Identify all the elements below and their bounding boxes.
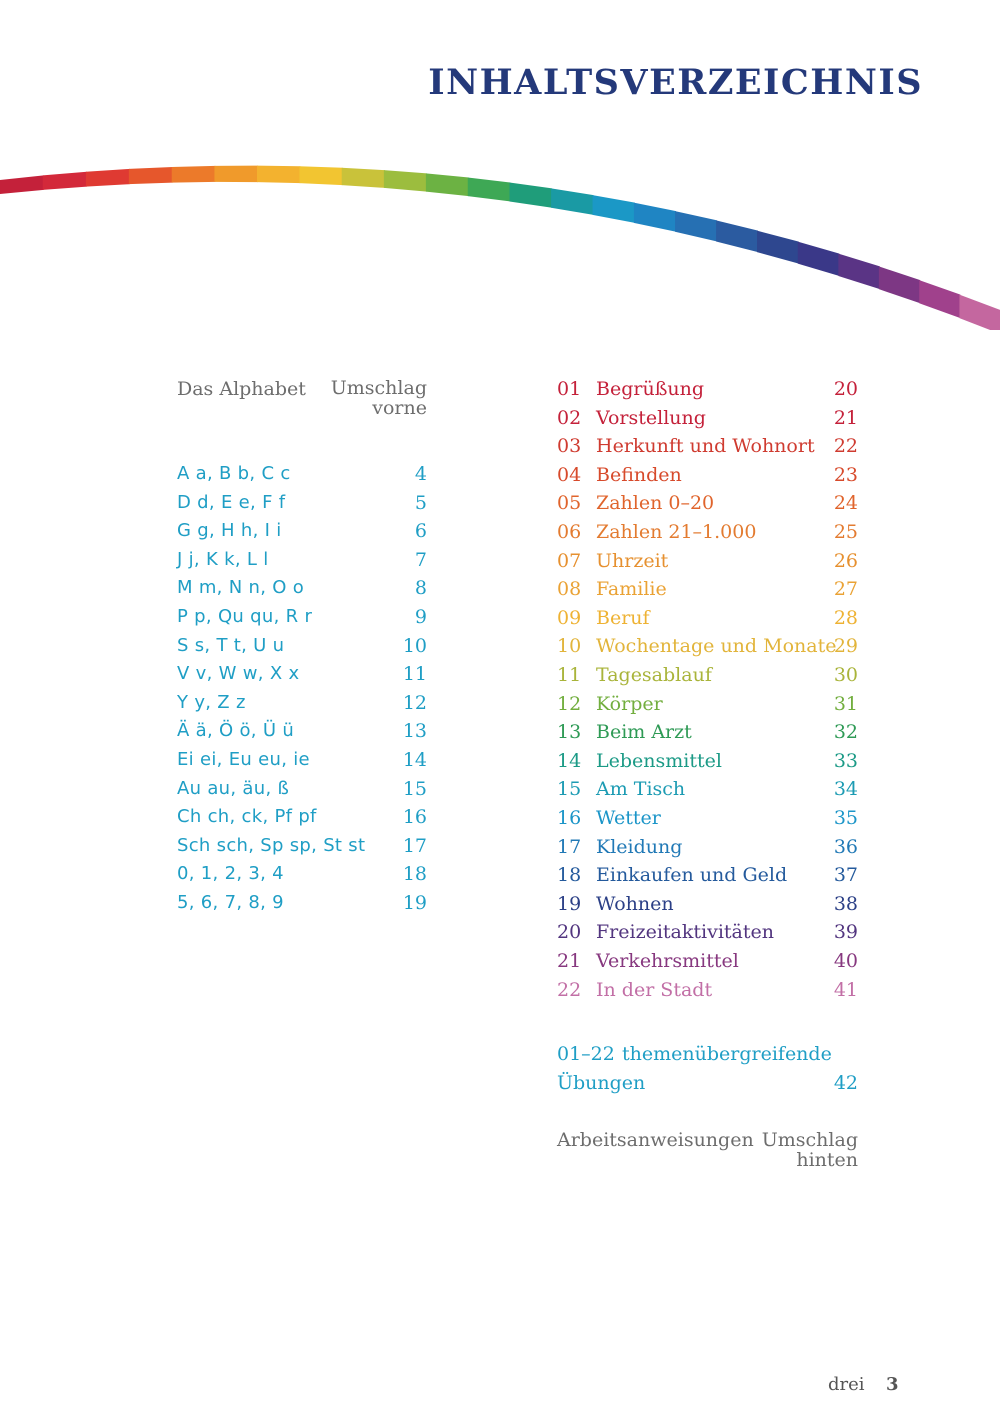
alphabet-entry-label: A a, B b, C c <box>177 463 291 484</box>
chapter-title: Wochentage und Monate <box>596 635 837 657</box>
rainbow-segment <box>634 203 676 232</box>
chapter-title: Am Tisch <box>596 778 686 800</box>
alphabet-entry-label: Ch ch, ck, Pf pf <box>177 806 317 827</box>
chapter-number: 08 <box>557 578 582 600</box>
alphabet-entry-label: D d, E e, F f <box>177 492 286 513</box>
chapter-page: 36 <box>833 836 858 858</box>
chapter-number: 16 <box>557 807 582 829</box>
chapter-title: Verkehrsmittel <box>596 950 739 972</box>
rainbow-segment <box>757 231 799 264</box>
overview-title-line1: themenübergreifende <box>622 1043 832 1065</box>
rainbow-segment <box>468 178 511 202</box>
alphabet-entry-page: 6 <box>414 520 427 542</box>
alphabet-intro-label: Das Alphabet <box>177 378 306 400</box>
rainbow-segment <box>257 166 300 184</box>
alphabet-entry-page: 5 <box>414 492 427 514</box>
alphabet-entry-page: 19 <box>402 892 427 914</box>
rainbow-segment <box>426 173 469 196</box>
alphabet-entry-label: Au au, äu, ß <box>177 778 290 799</box>
chapter-title: Kleidung <box>596 836 683 858</box>
chapter-number: 02 <box>557 407 582 429</box>
chapter-page: 28 <box>833 607 858 629</box>
chapter-page: 27 <box>833 578 858 600</box>
alphabet-entry-label: 5, 6, 7, 8, 9 <box>177 892 284 913</box>
alphabet-entry-page: 16 <box>402 806 427 828</box>
rainbow-segment <box>593 195 635 223</box>
chapter-page: 25 <box>833 521 858 543</box>
chapter-number: 06 <box>557 521 582 543</box>
alphabet-entry-label: G g, H h, I i <box>177 520 282 541</box>
alphabet-entry-label: Y y, Z z <box>177 692 246 713</box>
chapter-title: Familie <box>596 578 667 600</box>
alphabet-entry-label: Ei ei, Eu eu, ie <box>177 749 310 770</box>
chapter-number: 13 <box>557 721 582 743</box>
chapter-number: 04 <box>557 464 582 486</box>
rainbow-segment <box>129 167 173 184</box>
chapter-title: Lebensmittel <box>596 750 722 772</box>
rainbow-segment <box>299 166 342 185</box>
alphabet-entry-page: 12 <box>402 692 427 714</box>
overview-title-line2: Übungen <box>557 1072 646 1094</box>
chapter-number: 11 <box>557 664 582 686</box>
alphabet-entry-page: 8 <box>414 577 427 599</box>
chapter-number: 21 <box>557 950 582 972</box>
footer-page-word: drei <box>828 1374 865 1395</box>
chapter-title: Vorstellung <box>596 407 706 429</box>
chapter-number: 18 <box>557 864 582 886</box>
rainbow-segment <box>0 175 44 194</box>
chapter-number: 14 <box>557 750 582 772</box>
rainbow-segment <box>214 166 258 183</box>
chapter-number: 07 <box>557 550 582 572</box>
alphabet-entry-page: 14 <box>402 749 427 771</box>
chapter-page: 31 <box>833 693 858 715</box>
overview-number: 01–22 <box>557 1043 615 1065</box>
chapter-title: Körper <box>596 693 663 715</box>
rainbow-arc <box>0 140 1000 330</box>
chapter-number: 20 <box>557 921 582 943</box>
alphabet-entry-page: 10 <box>402 635 427 657</box>
chapter-title: Beim Arzt <box>596 721 692 743</box>
chapter-title: Freizeitaktivitäten <box>596 921 774 943</box>
rainbow-segment <box>43 172 87 190</box>
rainbow-segment <box>384 170 427 191</box>
chapter-page: 20 <box>833 378 858 400</box>
chapter-page: 40 <box>833 950 858 972</box>
chapter-page: 32 <box>833 721 858 743</box>
chapter-number: 03 <box>557 435 582 457</box>
alphabet-entry-page: 15 <box>402 778 427 800</box>
rainbow-segment <box>716 220 758 252</box>
chapter-page: 33 <box>833 750 858 772</box>
chapter-title: Wetter <box>596 807 661 829</box>
alphabet-entry-page: 9 <box>414 606 427 628</box>
instructions-label: Arbeitsanweisungen <box>557 1129 754 1151</box>
alphabet-entry-page: 17 <box>402 835 427 857</box>
chapter-page: 35 <box>833 807 858 829</box>
alphabet-entry-page: 13 <box>402 720 427 742</box>
chapter-page: 34 <box>833 778 858 800</box>
chapter-page: 29 <box>833 635 858 657</box>
alphabet-entry-label: J j, K k, L l <box>177 549 269 570</box>
chapter-number: 05 <box>557 492 582 514</box>
chapter-number: 09 <box>557 607 582 629</box>
overview-page: 42 <box>833 1072 858 1094</box>
rainbow-segment <box>959 295 1000 330</box>
chapter-page: 41 <box>833 979 858 1001</box>
alphabet-entry-page: 4 <box>414 463 427 485</box>
chapter-title: Uhrzeit <box>596 550 669 572</box>
chapter-page: 37 <box>833 864 858 886</box>
alphabet-intro-page: Umschlag vorne <box>330 377 427 419</box>
chapter-title: Zahlen 21–1.000 <box>596 521 757 543</box>
rainbow-segment <box>879 266 920 303</box>
chapter-title: Wohnen <box>596 893 674 915</box>
chapter-title: Einkaufen und Geld <box>596 864 788 886</box>
chapter-title: Herkunft und Wohnort <box>596 435 815 457</box>
rainbow-segment <box>838 254 879 290</box>
page-title: INHALTSVERZEICHNIS <box>428 62 923 103</box>
rainbow-segment <box>675 211 717 241</box>
chapter-number: 12 <box>557 693 582 715</box>
alphabet-entry-label: Ä ä, Ö ö, Ü ü <box>177 720 295 741</box>
chapter-title: Befinden <box>596 464 682 486</box>
rainbow-segment <box>86 169 130 187</box>
alphabet-entry-page: 7 <box>414 549 427 571</box>
rainbow-segment <box>551 188 593 215</box>
chapter-page: 30 <box>833 664 858 686</box>
instructions-page: Umschlag hinten <box>761 1129 858 1171</box>
alphabet-entry-page: 18 <box>402 863 427 885</box>
chapter-page: 23 <box>833 464 858 486</box>
chapter-page: 38 <box>833 893 858 915</box>
rainbow-segment <box>919 280 960 318</box>
alphabet-entry-label: 0, 1, 2, 3, 4 <box>177 863 284 884</box>
chapter-title: Beruf <box>596 607 650 629</box>
alphabet-entry-label: M m, N n, O o <box>177 577 305 598</box>
rainbow-segment <box>172 166 216 183</box>
chapter-title: Begrüßung <box>596 378 705 400</box>
chapter-page: 22 <box>833 435 858 457</box>
rainbow-segment <box>510 183 553 208</box>
chapter-number: 01 <box>557 378 582 400</box>
alphabet-entry-label: V v, W w, X x <box>177 663 300 684</box>
chapter-page: 21 <box>833 407 858 429</box>
alphabet-entry-label: Sch sch, Sp sp, St st <box>177 835 366 856</box>
footer-page-number: 3 <box>886 1374 899 1395</box>
alphabet-entry-label: P p, Qu qu, R r <box>177 606 313 627</box>
rainbow-segment <box>342 168 385 188</box>
chapter-number: 15 <box>557 778 582 800</box>
chapter-number: 22 <box>557 979 582 1001</box>
chapter-title: Zahlen 0–20 <box>596 492 715 514</box>
chapter-page: 24 <box>833 492 858 514</box>
chapter-number: 17 <box>557 836 582 858</box>
chapter-page: 26 <box>833 550 858 572</box>
chapter-title: Tagesablauf <box>596 664 712 686</box>
alphabet-entry-label: S s, T t, U u <box>177 635 285 656</box>
chapter-title: In der Stadt <box>596 979 713 1001</box>
chapter-page: 39 <box>833 921 858 943</box>
alphabet-entry-page: 11 <box>402 663 427 685</box>
rainbow-segment <box>798 242 840 276</box>
chapter-number: 19 <box>557 893 582 915</box>
chapter-number: 10 <box>557 635 582 657</box>
